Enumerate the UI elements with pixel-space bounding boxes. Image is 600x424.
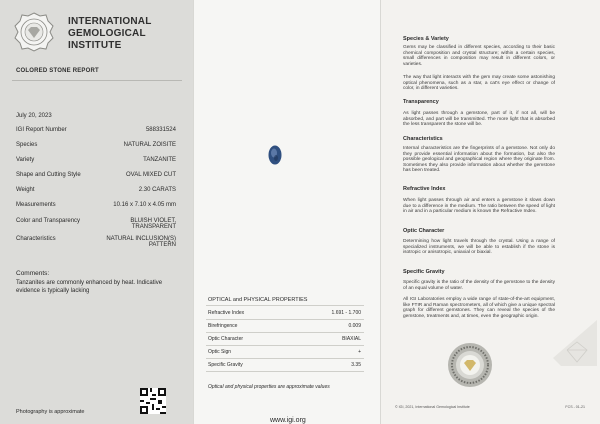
form-code: FCS - 01-21: [565, 405, 585, 409]
divider: [206, 358, 364, 359]
field-row-weight: [16, 187, 176, 193]
field-row-species: [16, 142, 176, 148]
section-body: All IGI Laboratories employ a wide range of state-of-the-art equipment, like FTIR and Raman spectrometers, all of which give a unique spectral graph for different gemstones. They can reveal the species of the gemstone, treatments and, at times, even the geographic origin.: [403, 297, 555, 319]
copyright-text: © IGI, 2021, International Gemological Institute: [395, 405, 470, 409]
property-label: Optic Sign: [208, 349, 232, 355]
institute-name-line: INSTITUTE: [68, 40, 122, 51]
field-label: Characteristics: [16, 236, 56, 242]
institute-name-line: INTERNATIONAL: [68, 16, 152, 27]
section-heading-specific-gravity: Specific Gravity: [403, 269, 445, 275]
property-label: Birefringence: [208, 323, 238, 329]
report-title: COLORED STONE REPORT: [16, 68, 99, 74]
section-body: When light passes through air and enters a gemstone it slows down due to a difference in the medium. The ratio between the speed of light in air and in a particular medium is known the Refractive Index.: [403, 198, 555, 215]
property-value: 3.35: [351, 362, 361, 368]
property-row: [208, 323, 361, 329]
property-row: [208, 310, 361, 316]
field-row-report-number: [16, 127, 176, 133]
divider: [206, 319, 364, 320]
field-value: TANZANITE: [143, 157, 176, 163]
section-heading-optic-character: Optic Character: [403, 228, 445, 234]
section-body: Specific gravity is the ratio of the density of the gemstone to the density of an equal volume of water.: [403, 280, 555, 291]
section-heading-transparency: Transparency: [403, 99, 439, 105]
photo-note: Photography is approximate: [16, 409, 85, 415]
field-value: NATURAL INCLUSION(S) PATTERN: [106, 236, 176, 248]
section-body: As light passes through a gemstone, part of it, if not all, will be absorbed, and part will be transmitted. The more light that is absorbed the less transparent the stone will be.: [403, 111, 555, 128]
divider: [206, 305, 364, 306]
divider: [206, 345, 364, 346]
property-label: Refractive Index: [208, 310, 245, 316]
section-heading-characteristics: Characteristics: [403, 136, 443, 142]
section-body: The way that light interacts with the gem may create some astonishing optical phenomena, such as a star, a cat's eye effect or change of color, in different varieties.: [403, 75, 555, 92]
property-value: +: [358, 349, 361, 355]
section-body: Internal characteristics are the fingerprints of a gemstone. Not only do they provide essential information about the formation, but also the possible geological and geographical region where they originate from. Sometimes they also provide information about whether the gemstone has been treated.: [403, 146, 555, 174]
field-value: NATURAL ZOISITE: [123, 142, 176, 148]
property-row: [208, 336, 361, 342]
report-summary-panel: [0, 0, 193, 424]
properties-note: Optical and physical properties are approximate values: [208, 384, 330, 390]
gem-properties-panel: [193, 0, 381, 424]
institute-name: [68, 16, 152, 52]
property-label: Optic Character: [208, 336, 244, 342]
igi-seal-icon: [447, 342, 493, 388]
field-label: Variety: [16, 157, 35, 163]
field-row-measurements: [16, 202, 176, 208]
field-label: Weight: [16, 187, 35, 193]
comments-heading: Comments:: [16, 270, 50, 277]
divider: [206, 332, 364, 333]
divider: [12, 80, 182, 81]
section-body: Determining how light travels through the crystal. Using a range of specialized instruments, we will be able to establish if the stone is isotropic or anisotropic, uniaxial or biaxial.: [403, 239, 555, 256]
gemstone-photo: [268, 145, 282, 165]
section-heading-refractive-index: Refractive Index: [403, 186, 446, 192]
information-panel: [381, 0, 600, 424]
field-label: Measurements: [16, 202, 56, 208]
property-label: Specific Gravity: [208, 362, 243, 368]
field-label: Color and Transparency: [16, 218, 81, 224]
qr-code-icon[interactable]: [140, 388, 166, 414]
properties-heading: OPTICAL and PHYSICAL PROPERTIES: [208, 297, 308, 303]
website-link[interactable]: www.igi.org: [270, 417, 306, 424]
section-heading-species-variety: Species & Variety: [403, 36, 449, 42]
property-row: [208, 349, 361, 355]
field-row-variety: [16, 157, 176, 163]
report-date: July 20, 2023: [16, 113, 52, 119]
institute-name-line: GEMOLOGICAL: [68, 28, 146, 39]
section-body: Gems may be classified in different species, according to their basic chemical composition and crystal structure; within a certain species, small differences in composition may result in different colors, or varieties.: [403, 45, 555, 67]
property-value: 1.691 - 1.700: [331, 310, 361, 316]
field-value: 10.16 x 7.10 x 4.05 mm: [113, 202, 176, 208]
field-label: Species: [16, 142, 38, 148]
field-label: IGI Report Number: [16, 127, 67, 133]
comments-text: Tanzanites are commonly enhanced by heat. Indicative evidence is typically lacking: [16, 280, 163, 294]
igi-logo-icon: [14, 12, 54, 52]
field-row-color: [16, 218, 176, 230]
field-label: Shape and Cutting Style: [16, 172, 81, 178]
field-value: 2.30 CARATS: [138, 187, 176, 193]
field-row-characteristics: [16, 236, 176, 248]
field-value: BLUISH VIOLET, TRANSPARENT: [130, 218, 176, 230]
property-value: 0.009: [348, 323, 361, 329]
field-row-shape: [16, 172, 176, 178]
property-row: [208, 362, 361, 368]
field-value: 588331524: [145, 127, 176, 133]
footer: [395, 405, 585, 409]
diamond-watermark-icon: [553, 320, 597, 366]
field-value: OVAL MIXED CUT: [125, 172, 176, 178]
divider: [206, 371, 364, 372]
property-value: BIAXIAL: [342, 336, 361, 342]
